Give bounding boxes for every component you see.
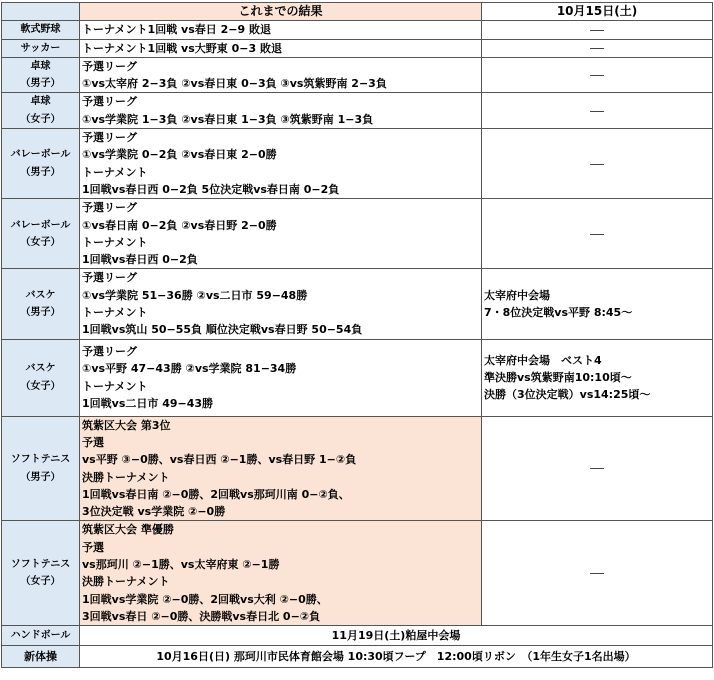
sport-label: ソフトテニス	[10, 559, 71, 571]
sport-category: （男子）	[20, 78, 61, 90]
result-line: トーナメント	[82, 235, 148, 249]
schedule-cell-empty	[482, 129, 713, 199]
results-cell	[80, 269, 482, 339]
header-row	[2, 3, 713, 21]
sport-label: バスケ	[25, 363, 56, 375]
dash-icon	[590, 111, 604, 112]
handball-row	[2, 626, 713, 646]
sport-name	[2, 129, 80, 199]
sport-label: 軟式野球	[20, 24, 61, 36]
sport-row-soccer	[2, 39, 713, 57]
result-line: 予選リーグ	[82, 59, 137, 73]
schedule-line: 決勝（3位決定戦）vs14:25頃〜	[484, 388, 651, 402]
result-line: トーナメント	[82, 165, 148, 179]
schedule-line: 太宰府中会場	[484, 288, 550, 302]
result-line: ①vs太宰府 2−3負 ②vs春日東 0−3負 ③vs筑紫野南 2−3負	[82, 77, 387, 91]
sport-row-takkyu-girls	[2, 93, 713, 129]
sport-label: バレーボール	[10, 219, 71, 231]
sport-row-basket-boys	[2, 269, 713, 339]
results-cell	[80, 21, 482, 39]
sport-name: 新体操	[2, 646, 80, 668]
sport-name	[2, 521, 80, 626]
result-line: 予選リーグ	[82, 345, 137, 359]
sport-name	[2, 416, 80, 521]
schedule-cell-empty	[482, 39, 713, 57]
date-column-header: 10月15日(土)	[482, 3, 713, 21]
schedule-cell-empty	[482, 93, 713, 129]
dash-icon	[590, 234, 604, 235]
result-line: トーナメント1回戦 vs大野東 0−3 敗退	[82, 41, 282, 55]
sport-category: （男子）	[20, 307, 61, 319]
results-table	[1, 2, 713, 668]
sport-name	[2, 93, 80, 129]
result-line: 予選	[82, 435, 104, 449]
sport-category: （女子）	[20, 236, 61, 248]
result-line: トーナメント	[82, 379, 148, 393]
results-cell	[80, 521, 482, 626]
result-line: 1回戦vs学業院 ②−0勝、2回戦vs大利 ②−0勝、	[82, 592, 328, 606]
sport-category: （女子）	[20, 113, 61, 125]
result-line: トーナメント	[82, 306, 148, 320]
schedule-cell-empty	[482, 199, 713, 269]
sport-label: ソフトテニス	[10, 454, 71, 466]
sport-column-header	[2, 3, 80, 21]
result-line: 予選	[82, 540, 104, 554]
results-cell	[80, 339, 482, 416]
results-cell	[80, 93, 482, 129]
sport-category: （女子）	[20, 576, 61, 588]
result-line: 3位決定戦 vs学業院 ②−0勝	[82, 505, 226, 519]
schedule-cell-empty	[482, 21, 713, 39]
sport-label: 卓球	[30, 60, 51, 72]
dash-icon	[590, 30, 604, 31]
result-line: 予選リーグ	[82, 131, 137, 145]
sport-row-volley-girls	[2, 199, 713, 269]
sport-name	[2, 21, 80, 39]
sport-row-volley-boys	[2, 129, 713, 199]
sport-label: サッカー	[20, 42, 61, 54]
result-line: 1回戦vs二日市 49−43勝	[82, 396, 214, 410]
schedule-line: 太宰府中会場 ベスト4	[484, 353, 602, 367]
result-line: 筑紫区大会 第3位	[82, 418, 171, 432]
dash-icon	[590, 48, 604, 49]
result-line: 1回戦vs春日西 0−2負 5位決定戦vs春日南 0−2負	[82, 182, 340, 196]
sport-row-softtennis-girls	[2, 521, 713, 626]
sport-name: ハンドボール	[2, 626, 80, 646]
sport-label: バスケ	[25, 289, 56, 301]
schedule-cell	[482, 339, 713, 416]
result-line: ①vs春日南 0−2負 ②vs春日野 2−0勝	[82, 218, 277, 232]
result-line: vs那珂川 ②−1勝、vs太宰府東 ②−1勝	[82, 558, 280, 572]
sport-name	[2, 39, 80, 57]
sport-row-basket-girls	[2, 339, 713, 416]
dash-icon	[590, 573, 604, 574]
dash-icon	[590, 75, 604, 76]
sport-name	[2, 57, 80, 93]
result-line: 筑紫区大会 準優勝	[82, 523, 174, 537]
dash-icon	[590, 468, 604, 469]
result-line: 3回戦vs春日 ②−0勝、決勝戦vs春日北 0−②負	[82, 609, 321, 623]
sport-row-softtennis-boys	[2, 416, 713, 521]
results-body	[2, 21, 713, 626]
gymnastics-schedule: 10月16日(日) 那珂川市民体育館会場 10:30頃フープ 12:00頃リボン （1年生女子1名出場）	[80, 646, 713, 668]
sport-category: （男子）	[20, 166, 61, 178]
result-line: 予選リーグ	[82, 95, 137, 109]
result-line: 1回戦vs筑山 50−55負 順位決定戦vs春日野 50−54負	[82, 323, 363, 337]
handball-schedule: 11月19日(土)粕屋中会場	[80, 626, 713, 646]
sport-row-takkyu-boys	[2, 57, 713, 93]
sport-row-nanshiki	[2, 21, 713, 39]
gymnastics-row	[2, 646, 713, 668]
result-line: ①vs学業院 1−3負 ②vs春日東 1−3負 ③筑紫野南 1−3負	[82, 112, 374, 126]
sport-label: バレーボール	[10, 149, 71, 161]
result-line: 1回戦vs春日南 ②−0勝、2回戦vs那珂川南 0−②負、	[82, 487, 350, 501]
results-column-header: これまでの結果	[80, 3, 482, 21]
sport-name	[2, 339, 80, 416]
sport-name	[2, 269, 80, 339]
result-line: トーナメント1回戦 vs春日 2−9 敗退	[82, 23, 271, 37]
result-line: vs平野 ③−0勝、vs春日西 ②−1勝、vs春日野 1−②負	[82, 453, 357, 467]
results-cell	[80, 57, 482, 93]
schedule-line: 7・8位決定戦vs平野 8:45〜	[484, 306, 633, 320]
schedule-cell-empty	[482, 416, 713, 521]
result-line: 決勝トーナメント	[82, 575, 170, 589]
result-line: 予選リーグ	[82, 271, 137, 285]
result-line: 1回戦vs春日西 0−2負	[82, 253, 198, 267]
results-cell	[80, 199, 482, 269]
sport-category: （男子）	[20, 471, 61, 483]
schedule-line: 準決勝vs筑紫野南10:10頃〜	[484, 370, 632, 384]
result-line: 予選リーグ	[82, 201, 137, 215]
sport-label: 卓球	[30, 96, 51, 108]
schedule-cell	[482, 269, 713, 339]
dash-icon	[590, 164, 604, 165]
results-cell	[80, 39, 482, 57]
schedule-cell-empty	[482, 57, 713, 93]
results-cell	[80, 129, 482, 199]
sport-name	[2, 199, 80, 269]
result-line: ①vs平野 47−43勝 ②vs学業院 81−34勝	[82, 362, 297, 376]
results-cell	[80, 416, 482, 521]
result-line: 決勝トーナメント	[82, 470, 170, 484]
result-line: ①vs学業院 0−2負 ②vs春日東 2−0勝	[82, 148, 277, 162]
result-line: ①vs学業院 51−36勝 ②vs二日市 59−48勝	[82, 288, 308, 302]
schedule-cell-empty	[482, 521, 713, 626]
sport-category: （女子）	[20, 380, 61, 392]
